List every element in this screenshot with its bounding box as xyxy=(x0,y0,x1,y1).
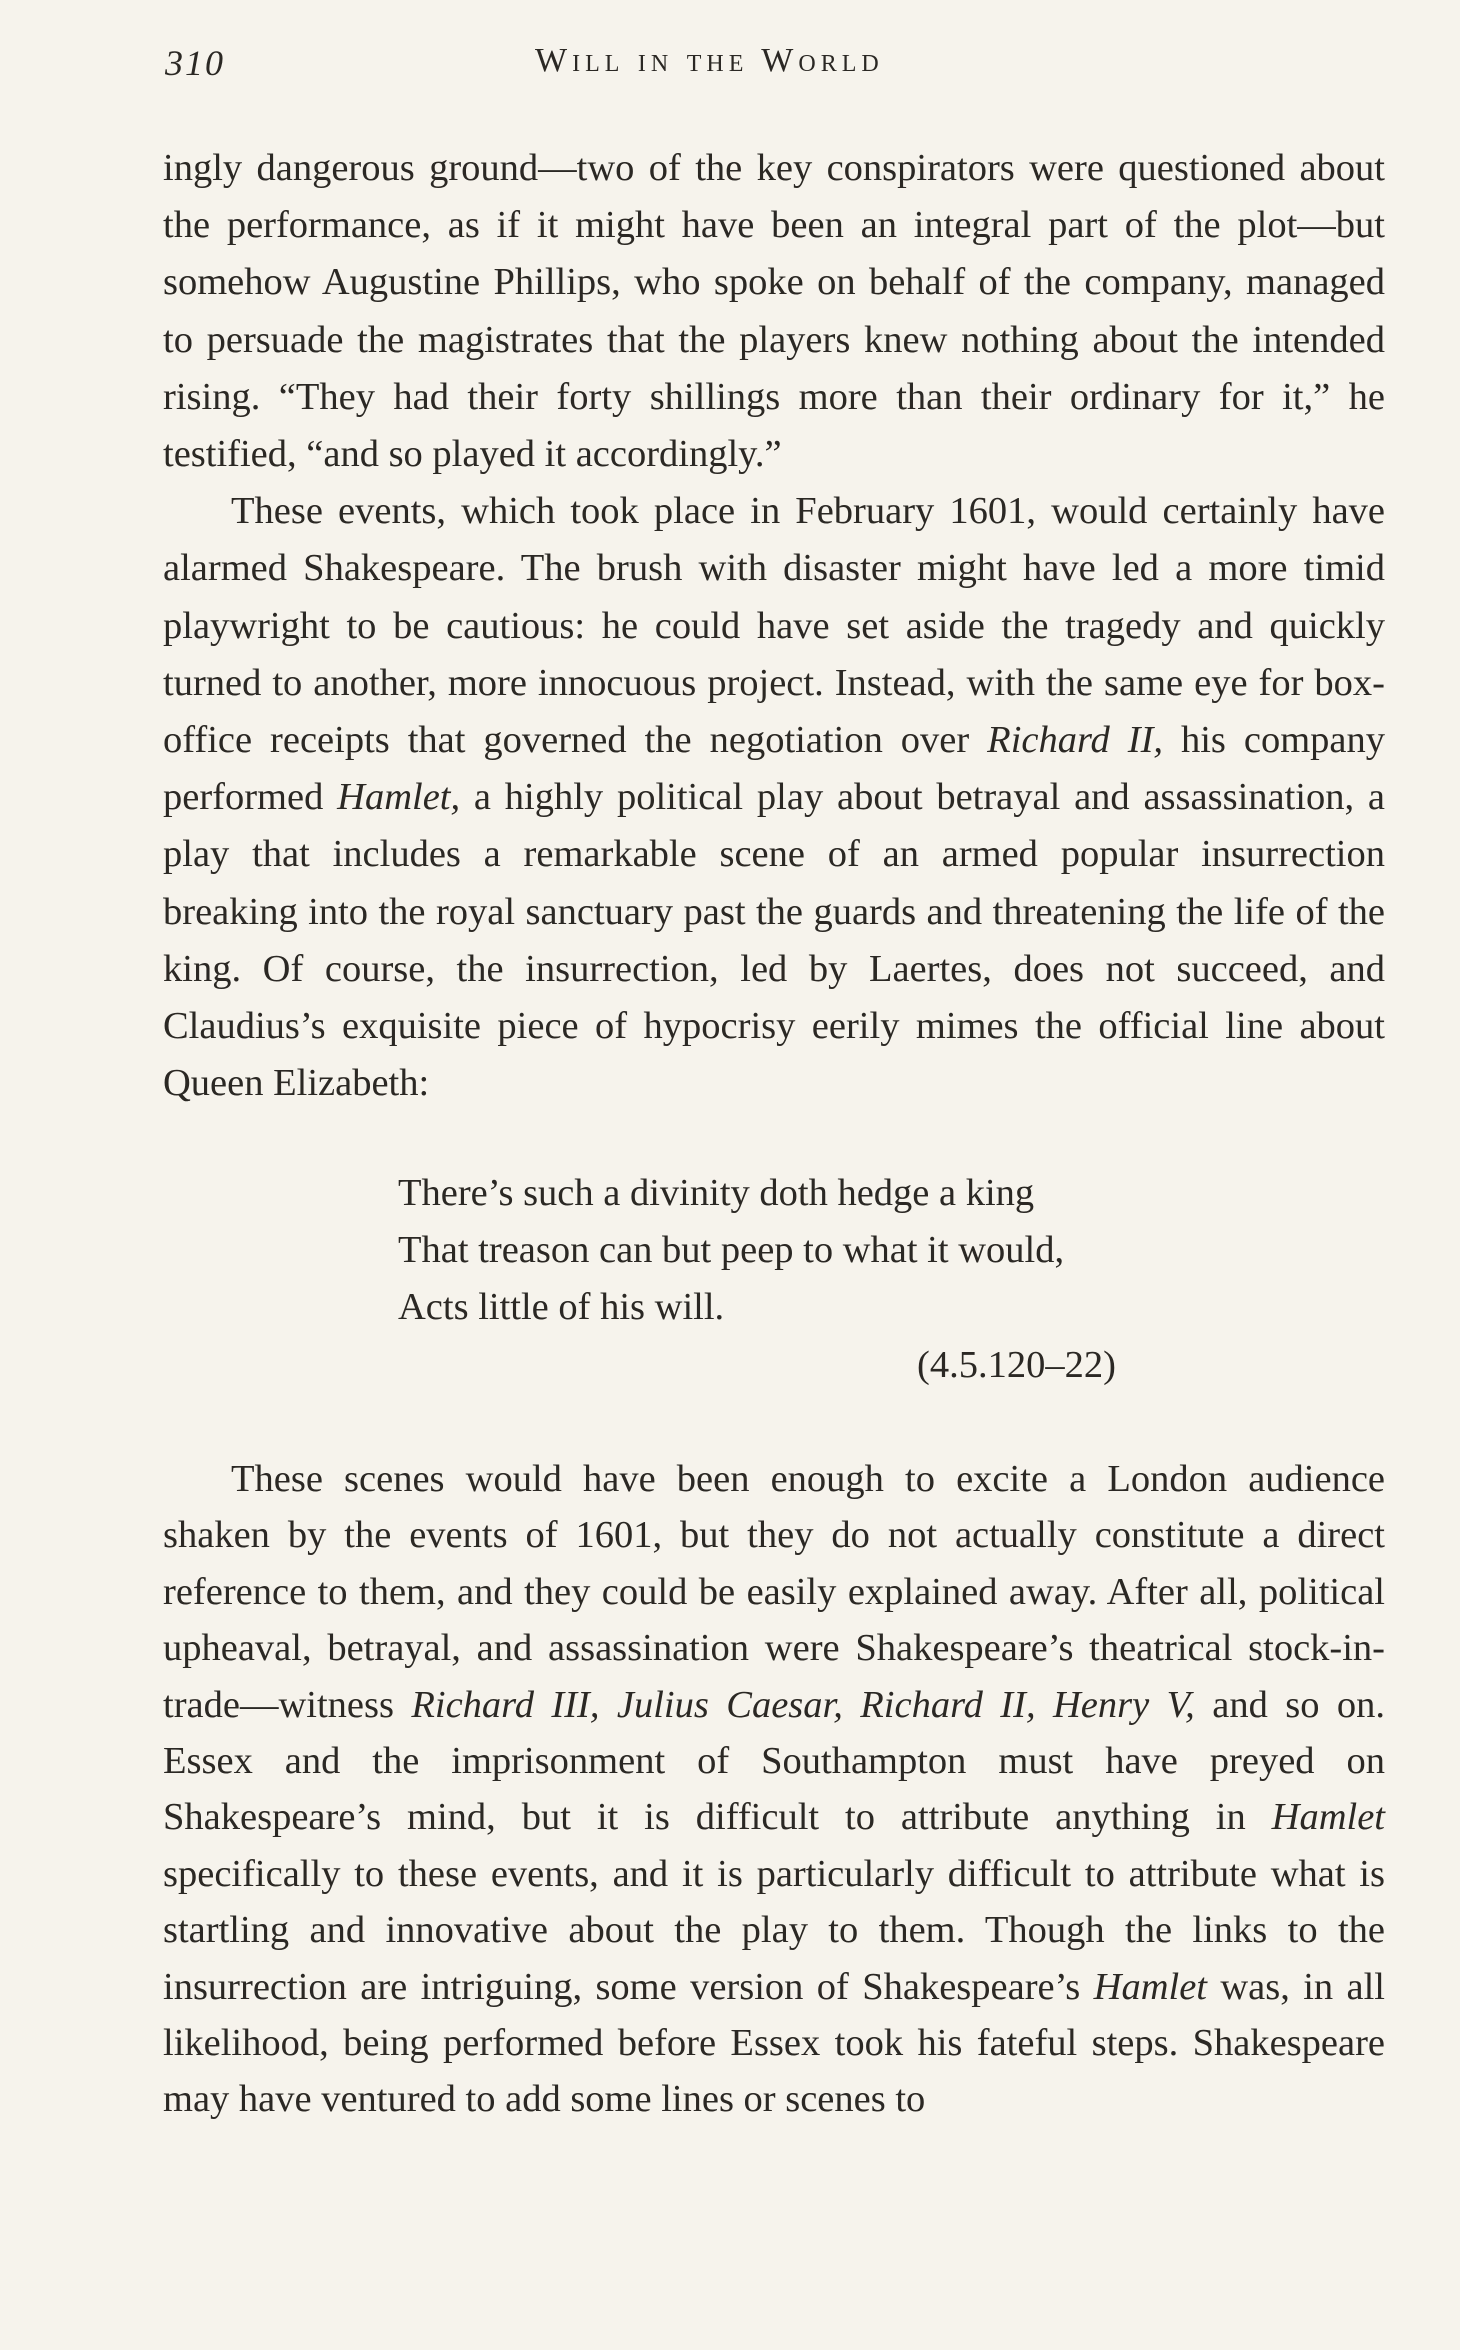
paragraph-3-text-b: and so on. Essex and the imprisonment of Southampton must have preyed on Shakespeare’s mind, but it is difficult to attribute anything in xyxy=(163,1683,1386,1839)
paragraph-2 xyxy=(163,483,1385,1112)
verse-line-1: There’s such a divinity doth hedge a king xyxy=(398,1172,1035,1214)
paragraph-2-text-b: his company performed xyxy=(163,719,1385,819)
play-title-hamlet: Hamlet, xyxy=(337,776,461,819)
body-text-bottom xyxy=(163,1451,1385,2128)
page-number: 310 xyxy=(165,43,225,83)
body-text-top xyxy=(163,140,1385,1112)
running-head xyxy=(165,42,1385,92)
paragraph-3-text-d: was, in all likelihood, being performed before Essex took his fateful steps. Shakespeare may have ventured to add some lines or scenes to xyxy=(163,1965,1385,2121)
play-title-hamlet-2: Hamlet xyxy=(1271,1796,1385,1839)
paragraph-3-text-a: These scenes would have been enough to excite a London audience shaken by the events of 1601, but they do not actually constitute a direct reference to them, and they could be easily explained away. After all, political upheaval, betrayal, and assassination were Shakespeare’s theatrical stock-in-trade—witness xyxy=(163,1458,1385,1726)
play-titles-list: Richard III, Julius Caesar, Richard II, Henry V, xyxy=(411,1683,1195,1726)
paragraph-2-text-c: a highly political play about betrayal and assassination, a play that includes a remarkable scene of an armed popular insurrection breaking into the royal sanctuary past the guards and threatening the life of the king. Of course, the insurrection, led by Laertes, does not succeed, and Claudius’s exquisite piece of hypocrisy eerily mimes the official line about Queen Elizabeth: xyxy=(163,776,1385,1105)
running-title: Will in the World xyxy=(535,42,884,79)
paragraph-1: ingly dangerous ground—two of the key conspirators were questioned about the performance, as if it might have been an integral part of the plot—but somehow Augustine Phillips, who spoke on behalf of the company, managed to persuade the magistrates that the players knew nothing about the intended rising. “They had their forty shillings more than their ordinary for it,” he testified, “and so played it accordingly.” xyxy=(163,147,1385,476)
play-title-hamlet-3: Hamlet xyxy=(1093,1965,1207,2008)
verse-citation: (4.5.120–22) xyxy=(917,1344,1116,1386)
paragraph-2-text-a: These events, which took place in February 1601, would certainly have alarmed Shakespeare. The brush with disaster might have led a more timid playwright to be cautious: he could have set aside the tragedy and quickly turned to another, more innocuous project. Instead, with the same eye for box-office receipts that governed the negotiation over xyxy=(163,490,1385,762)
verse-line-3: Acts little of his will. xyxy=(398,1286,725,1328)
verse-quotation xyxy=(398,1165,1064,1336)
play-title-richard-ii: Richard II, xyxy=(987,719,1164,762)
paragraph-3 xyxy=(163,1451,1385,2128)
verse-line-2: That treason can but peep to what it would, xyxy=(398,1229,1065,1271)
paragraph-3-text-c: specifically to these events, and it is particularly difficult to attribute what is startling and innovative about the play to them. Though the links to the insurrection are intriguing, some version of Shakespeare’s xyxy=(163,1852,1385,2008)
